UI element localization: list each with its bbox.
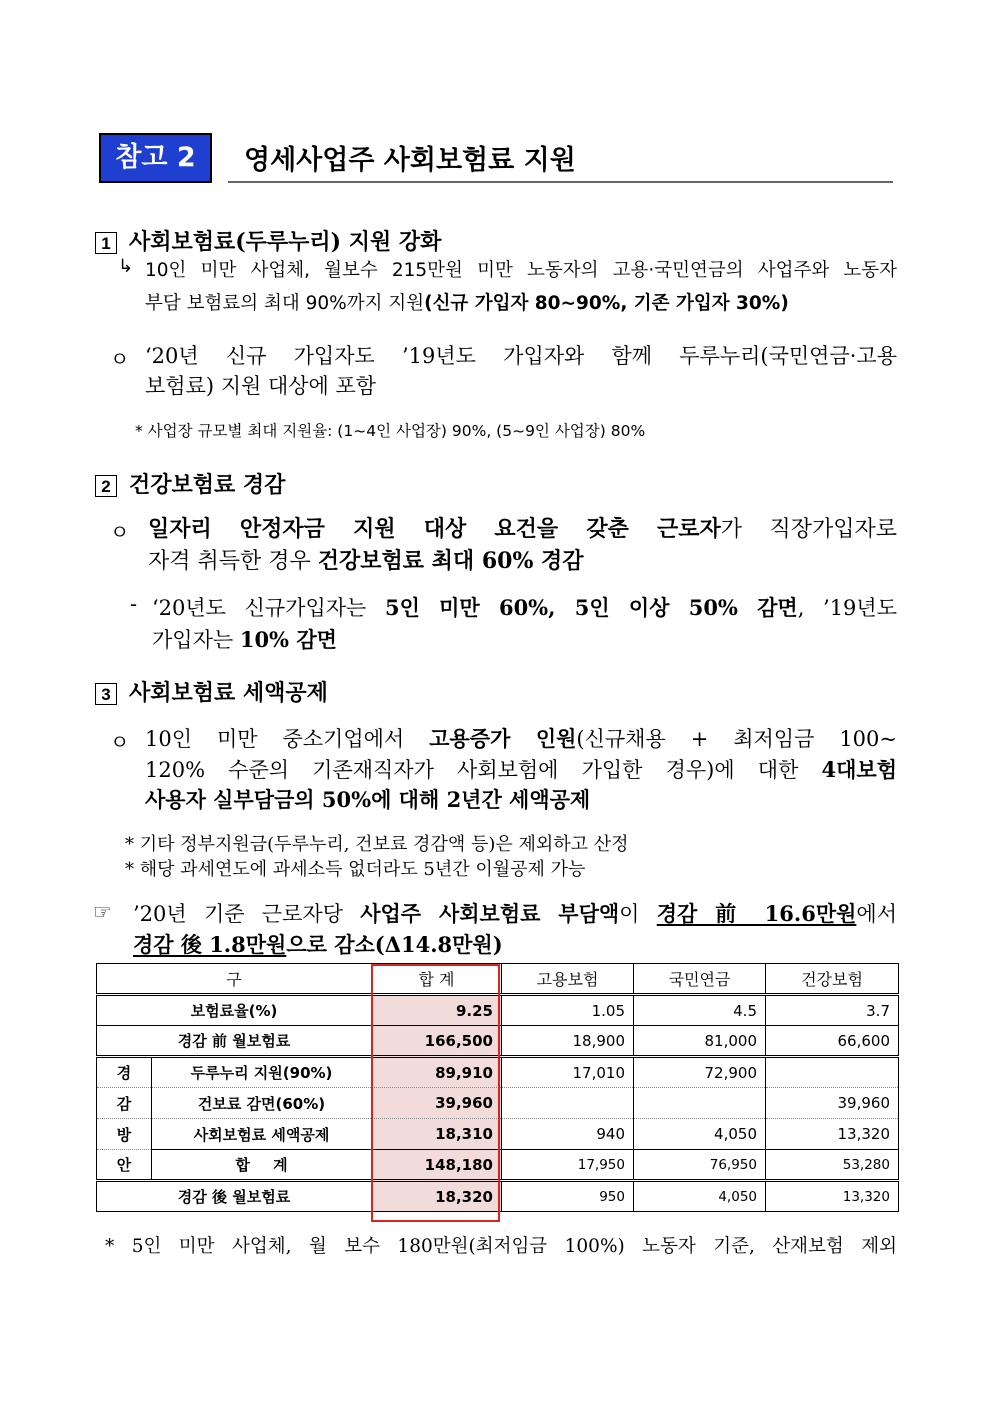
side-label-char: 방 [97,1119,152,1150]
cell-pension [634,1088,766,1119]
cell-health: 53,280 [766,1150,899,1181]
cell-employment: 18,900 [502,1026,634,1057]
normal-text: 에서 [856,902,897,926]
cell-pension: 72,900 [634,1057,766,1088]
side-label-char: 경 [97,1057,152,1088]
side-label-char: 안 [97,1150,152,1181]
cell-employment: 950 [502,1181,634,1212]
cell-pension: 4.5 [634,995,766,1026]
row-label: 건보료 감면(60%) [152,1088,372,1119]
bullet-icon: ㅇ [110,520,130,544]
section-1-summary-line2 [145,289,789,315]
cell-employment [502,1088,634,1119]
section-1-bullet-line1: ‘20년 신규 가입자도 ’19년도 가입자와 함께 두루누리(국민연금·고용 [145,344,897,368]
normal-text: 자격 취득한 경우 [148,549,318,574]
table-row-tax-credit [97,1119,899,1150]
cell-total: 18,320 [372,1181,502,1212]
bullet-icon: ㅇ [110,347,130,371]
section-1-bullet-line2: 보험료) 지원 대상에 포함 [145,374,377,398]
bold-text: 4대보험 [821,757,897,782]
cell-total: 39,960 [372,1088,502,1119]
section-3-bullet-line2 [145,754,897,784]
normal-text: , ’19년도 [797,596,897,620]
normal-text: (신규채용 + 최저임금 100~ [576,727,897,751]
reference-badge: 참고 2 [99,133,212,183]
cell-health: 3.7 [766,995,899,1026]
section-1-summary-line1: 10인 미만 사업체, 월보수 215만원 미만 노동자의 고용·국민연금의 사업주와 노동자 [145,260,897,281]
section-3-bullet-line3: 사용자 실부담금의 50%에 대해 2년간 세액공제 [145,787,591,812]
section-2-title: 건강보험료 경감 [129,472,286,498]
cell-total: 166,500 [372,1026,502,1057]
section-3-note1: * 기타 정부지원금(두루누리, 건보료 경감액 등)은 제외하고 산정 [125,834,629,855]
bold-text: 고용증가 인원 [429,726,577,751]
row-label: 경감 前 월보험료 [97,1026,372,1057]
summary-bold-text: (신규 가입자 80~90%, 기존 가입자 30%) [424,293,789,314]
section-1-note: * 사업장 규모별 최대 지원율: (1~4인 사업장) 90%, (5~9인 사업장) 80% [135,422,646,440]
header-health: 건강보험 [766,964,899,995]
cell-pension: 81,000 [634,1026,766,1057]
section-3-heading [95,676,328,707]
section-1-number: 1 [95,232,117,254]
cell-total: 18,310 [372,1119,502,1150]
table-row-before [97,1026,899,1057]
bold-text: 10% 감면 [239,627,337,652]
header-employment: 고용보험 [502,964,634,995]
section-3-bullet-line1 [145,723,897,753]
table-row-durunuri [97,1057,899,1088]
cell-total: 89,910 [372,1057,502,1088]
cell-pension: 4,050 [634,1181,766,1212]
summary-line1 [133,898,897,928]
cell-health: 39,960 [766,1088,899,1119]
cell-employment: 17,950 [502,1150,634,1181]
cell-health: 66,600 [766,1026,899,1057]
header-category: 구 [97,964,372,995]
dash-icon: - [130,592,138,616]
section-2-dash-line2 [152,624,337,654]
cell-health: 13,320 [766,1181,899,1212]
normal-text: 10인 미만 중소기업에서 [145,727,430,751]
cell-employment: 1.05 [502,995,634,1026]
section-3-note2: * 해당 과세연도에 과세소득 없더라도 5년간 이월공제 가능 [125,859,586,880]
normal-text: ‘20년도 신규가입자는 [152,596,385,620]
table-row-health-reduction [97,1088,899,1119]
section-2-bullet-line2 [148,544,584,575]
cell-total: 148,180 [372,1150,502,1181]
cell-pension: 76,950 [634,1150,766,1181]
cell-total: 9.25 [372,995,502,1026]
underlined-bold-text: 경감 後 1.8만원 [133,932,287,957]
footnote: * 5인 미만 사업체, 월 보수 180만원(최저임금 100%) 노동자 기준, 산재보험 제외 [105,1236,897,1257]
row-label: 사회보험료 세액공제 [152,1119,372,1150]
normal-text: 가 직장가입자로 [720,517,897,542]
cell-employment: 17,010 [502,1057,634,1088]
table-row-rate [97,995,899,1026]
bold-text: 일자리 안정자금 지원 대상 요건을 갖춘 근로자 [148,516,721,542]
bold-text: 으로 감소(Δ14.8만원) [286,932,503,957]
table-header-row [97,964,899,995]
bullet-icon: ㅇ [110,730,130,754]
section-1-heading [95,225,441,256]
section-2-bullet-line1 [148,512,897,543]
title-underline [228,181,893,183]
row-label: 보험료율(%) [97,995,372,1026]
insurance-table [96,963,899,1212]
section-3-number: 3 [95,683,117,705]
section-2-number: 2 [95,475,117,497]
row-label: 두루누리 지원(90%) [152,1057,372,1088]
row-label: 합 계 [152,1150,372,1181]
bold-text: 5인 미만 60%, 5인 이상 50% 감면 [384,595,798,620]
bold-text: 사업주 사회보험료 부담액 [360,901,620,926]
table-row-subtotal [97,1150,899,1181]
cell-employment: 940 [502,1119,634,1150]
normal-text: 가입자는 [152,628,240,652]
summary-text: 부담 보험료의 최대 90%까지 지원 [145,293,425,314]
page-title: 영세사업주 사회보험료 지원 [244,145,576,176]
row-label: 경감 後 월보험료 [97,1181,372,1212]
section-3-title: 사회보험료 세액공제 [129,680,328,706]
summary-line2 [133,929,503,959]
normal-text: 120% 수준의 기존재직자가 사회보험에 가입한 경우)에 대한 [145,758,822,782]
header-pension: 국민연금 [634,964,766,995]
section-2-heading [95,468,285,499]
section-2-dash-line1 [152,592,897,622]
header-total: 합 계 [372,964,502,995]
bold-text: 건강보험료 최대 60% 경감 [317,548,584,574]
cell-health: 13,320 [766,1119,899,1150]
normal-text: 이 [619,902,657,926]
cell-health [766,1057,899,1088]
pointing-hand-icon: ☞ [93,900,112,924]
normal-text: ’20년 기준 근로자당 [133,902,361,926]
cell-pension: 4,050 [634,1119,766,1150]
section-1-title: 사회보험료(두루누리) 지원 강화 [129,229,442,255]
table-row-after [97,1181,899,1212]
underlined-bold-text: 경감 前 16.6만원 [656,901,857,926]
summary-arrow-icon: ↳ [118,256,134,277]
side-label-char: 감 [97,1088,152,1119]
